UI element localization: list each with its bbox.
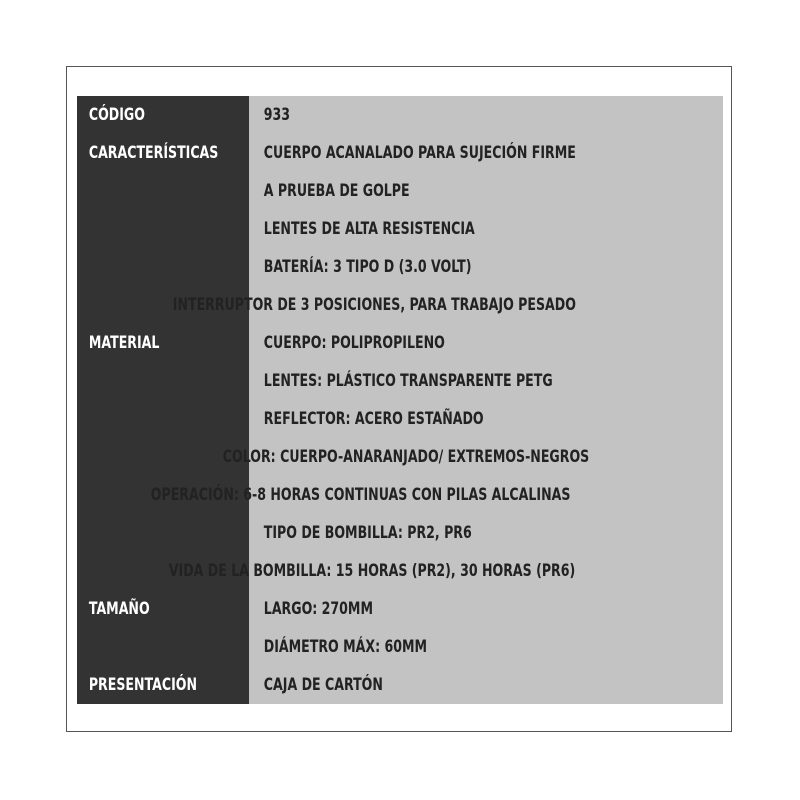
spec-value: OPERACIÓN: 6-8 HORAS CONTINUAS CON PILAS ALCALINAS: [150, 485, 571, 505]
spec-row-codigo: [77, 96, 723, 134]
spec-row: [77, 476, 723, 514]
spec-row: [77, 400, 723, 438]
spec-value: 933: [263, 105, 291, 125]
spec-label: MATERIAL: [88, 333, 160, 353]
spec-rows: [77, 96, 723, 704]
spec-row-material: [77, 324, 723, 362]
spec-row: [77, 210, 723, 248]
spec-label: PRESENTACIÓN: [88, 675, 198, 695]
spec-label: CARACTERÍSTICAS: [88, 143, 219, 163]
spec-row: [77, 172, 723, 210]
spec-value: LARGO: 270MM: [263, 599, 373, 619]
spec-value: INTERRUPTOR DE 3 POSICIONES, PARA TRABAJO PESADO: [173, 295, 577, 315]
spec-value: A PRUEBA DE GOLPE: [263, 181, 410, 201]
spec-row-caracteristicas: [77, 134, 723, 172]
spec-label: CÓDIGO: [88, 105, 145, 125]
spec-row: [77, 628, 723, 666]
spec-value: LENTES: PLÁSTICO TRANSPARENTE PETG: [263, 371, 553, 391]
spec-row: [77, 552, 723, 590]
spec-row-presentacion: [77, 666, 723, 704]
spec-row-tamano: [77, 590, 723, 628]
spec-row: [77, 362, 723, 400]
spec-value: CUERPO: POLIPROPILENO: [263, 333, 445, 353]
spec-value: CAJA DE CARTÓN: [263, 675, 383, 695]
spec-value: COLOR: CUERPO-ANARANJADO/ EXTREMOS-NEGROS: [222, 447, 590, 467]
spec-value: CUERPO ACANALADO PARA SUJECIÓN FIRME: [263, 143, 576, 163]
spec-row: [77, 438, 723, 476]
spec-value: DIÁMETRO MÁX: 60MM: [263, 637, 428, 657]
spec-value: REFLECTOR: ACERO ESTAÑADO: [263, 409, 484, 429]
spec-value: VIDA DE LA BOMBILLA: 15 HORAS (PR2), 30 HORAS (PR6): [168, 561, 575, 581]
spec-row: [77, 248, 723, 286]
spec-row: [77, 286, 723, 324]
spec-value: LENTES DE ALTA RESISTENCIA: [263, 219, 475, 239]
spec-value: TIPO DE BOMBILLA: PR2, PR6: [263, 523, 472, 543]
spec-value: BATERÍA: 3 TIPO D (3.0 VOLT): [263, 257, 472, 277]
spec-label: TAMAÑO: [88, 599, 150, 619]
spec-row: [77, 514, 723, 552]
